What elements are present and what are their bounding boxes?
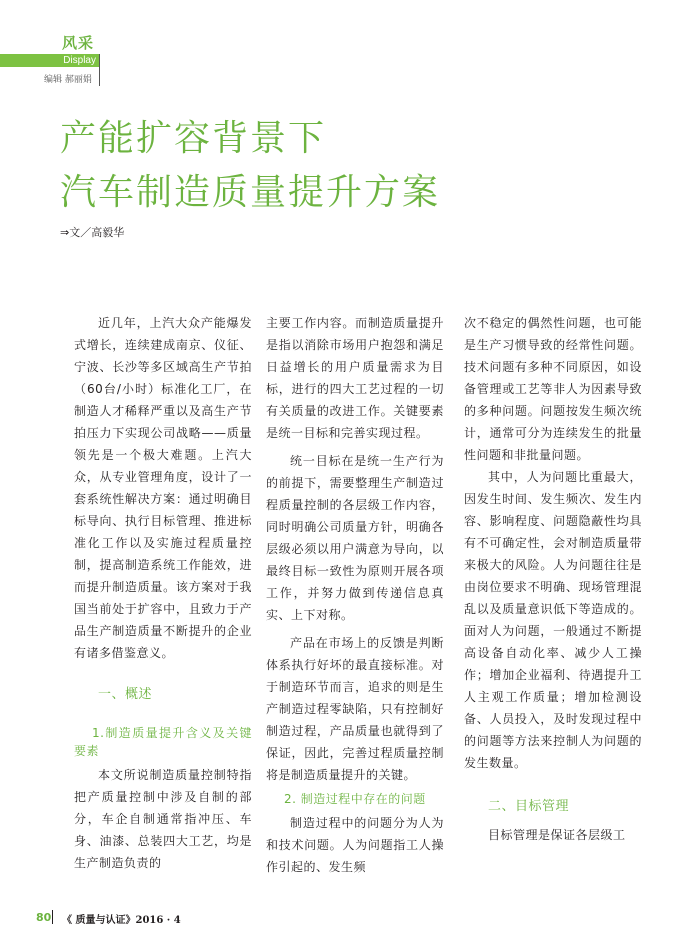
author-byline: ⇒文／高毅华 <box>60 226 125 239</box>
section-bar <box>0 54 99 67</box>
subsection-heading: 1.制造质量提升含义及关键要素 <box>74 726 252 758</box>
subsection-heading: 2. 制造过程中存在的问题 <box>284 792 426 806</box>
journal-name: 《 质量与认证》2016 · 4 <box>62 915 181 926</box>
paragraph: 主要工作内容。而制造质量提升是指以消除市场用户抱怨和满足日益增长的用户质量需求为目标，进行的四大工艺过程的一切有关质量的改进工作。关键要素是统一目标和完善实现过程。 <box>266 316 444 440</box>
section-label: 风采 <box>62 34 95 52</box>
paragraph: 制造过程中的问题分为人为和技术问题。人为问题指工人操作引起的、发生频 <box>266 816 444 874</box>
paragraph: 本文所说制造质量控制特指把产质量控制中涉及自制的部分，车企自制通常指冲压、车身、油漆、总装四大工艺，均是生产制造负责的 <box>74 768 252 870</box>
section-label-en: Display <box>63 55 96 66</box>
section-heading: 二、目标管理 <box>488 799 570 814</box>
article-title <box>60 112 440 220</box>
paragraph: 其中，人为问题比重最大，因发生时间、发生频次、发生内容、影响程度、问题隐蔽性均具有不可确定性，会对制造质量带来极大的风险。人为问题往往是由岗位要求不明确、现场管理混乱以及质量意识低下等造成的。面对人为问题，一般通过不断提高设备自动化率、减少人工操作；增加企业福利、待遇提升工人主观工作质量；增加检测设备、人员投入，及时发现过程中的问题等方法来控制人为问题的发生数量。 <box>464 470 642 770</box>
page-number: 80 <box>36 911 52 924</box>
footer-divider <box>52 910 53 924</box>
header-divider <box>99 54 100 86</box>
paragraph: 近几年，上汽大众产能爆发式增长，连续建成南京、仪征、宁波、长沙等多区域高生产节拍（60台/小时）标准化工厂，在制造人才稀释严重以及高生产节拍压力下实现公司战略——质量领先是一个极大难题。上汽大众，从专业管理角度，设计了一套系统性解决方案：通过明确目标导向、执行目标管理、推进标准化工作以及实施过程质量控制，提高制造系统工作能效，进而提升制造质量。该方案对于我国当前处于扩容中，且致力于产品生产制造质量不断提升的企业有诸多借鉴意义。 <box>74 316 252 660</box>
text-column-1 <box>74 312 252 874</box>
paragraph: 次不稳定的偶然性问题，也可能是生产习惯导致的经常性问题。技术问题有多种不同原因，如设备管理或工艺等非人为因素导致的多种问题。问题按发生频次统计，通常可分为连续发生的批量性问题和非批量问题。 <box>464 316 642 462</box>
editor-credit: 编辑 郝丽娟 <box>44 75 92 85</box>
paragraph: 产品在市场上的反馈是判断体系执行好坏的最直接标准。对于制造环节而言，追求的则是生产制造过程零缺陷，只有控制好制造过程，产品质量也就得到了保证，因此，完善过程质量控制将是制造质量提升的关键。 <box>266 636 444 782</box>
article-title-line1: 产能扩容背景下 <box>60 118 327 159</box>
paragraph: 统一目标在是统一生产行为的前提下，需要整理生产制造过程质量控制的各层级工作内容，同时明确公司质量方针，明确各层级必须以用户满意为导向，以最终目标一致性为原则开展各项工作，并努力做到传递信息真实、上下对称。 <box>266 454 444 622</box>
section-heading: 一、概述 <box>98 687 153 702</box>
text-column-2 <box>266 312 444 878</box>
text-column-3 <box>464 312 642 846</box>
paragraph: 目标管理是保证各层级工 <box>488 828 626 842</box>
article-title-line2: 汽车制造质量提升方案 <box>60 172 441 213</box>
